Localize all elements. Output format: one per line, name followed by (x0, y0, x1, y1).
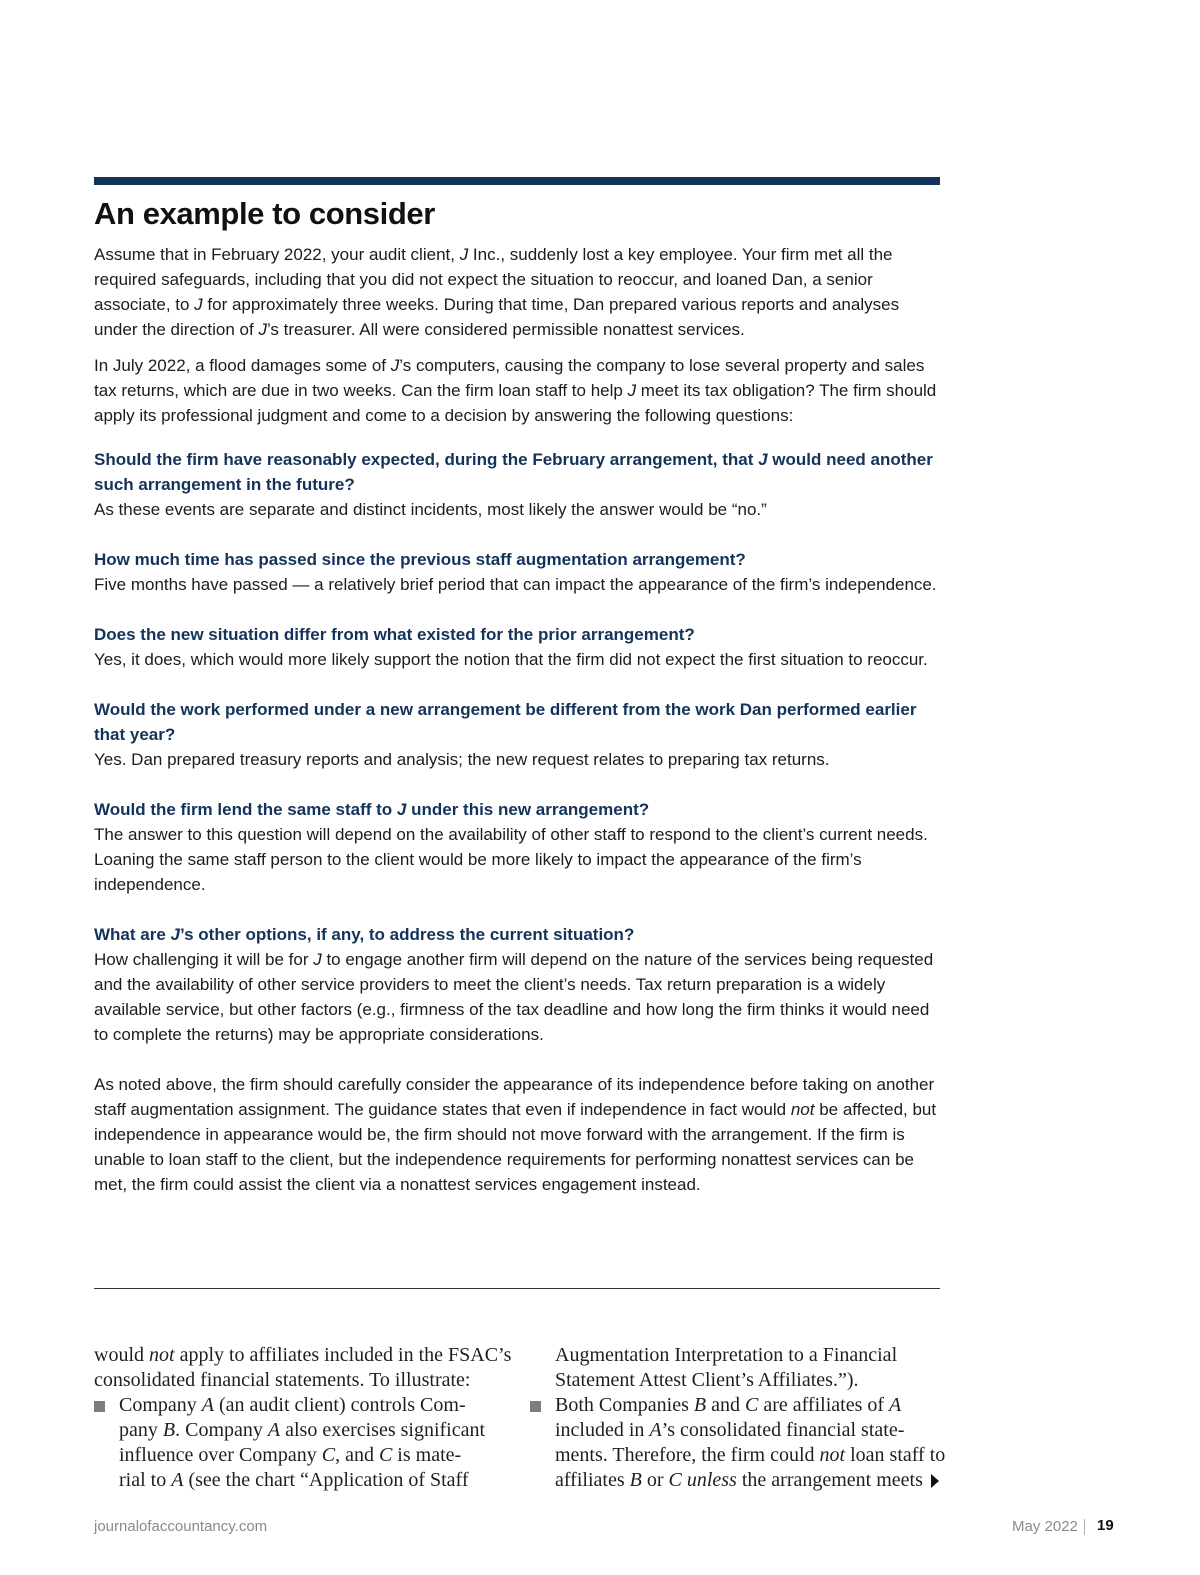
footer-issue-date: May 2022 (1012, 1518, 1078, 1535)
square-bullet-icon (530, 1401, 541, 1412)
body-line: ments. Therefore, the firm could not loan staff to (555, 1444, 946, 1466)
body-line: Augmentation Interpretation to a Financial (555, 1344, 898, 1366)
continue-arrow-icon (931, 1474, 939, 1488)
answer-2: Five months have passed — a relatively brief period that can impact the appearance of the firm’s independence. (94, 575, 937, 594)
body-line: pany B. Company A also exercises significant (119, 1419, 486, 1441)
question-6: What are J’s other options, if any, to address the current situation? (94, 925, 635, 944)
square-bullet-icon (94, 1401, 105, 1412)
body-line: consolidated financial statements. To illustrate: (94, 1369, 471, 1391)
closing-paragraph: As noted above, the firm should carefully consider the appearance of its independence before taking on another staff augmentation assignment. The guidance states that even if independence in fact would not be affected, but independence in appearance would be, the firm should not move forward with the arrangement. If the firm is unable to loan staff to the client, but the independence requirements for performing nonattest services can be met, the firm could assist the client via a nonattest services engagement instead. (94, 1075, 937, 1194)
body-line: would not apply to affiliates included in the FSAC’s (94, 1344, 512, 1366)
sidebar-title: An example to consider (94, 196, 435, 231)
sidebar-top-rule (94, 177, 940, 185)
footer-website: journalofaccountancy.com (94, 1518, 268, 1535)
answer-6: How challenging it will be for J to engage another firm will depend on the nature of the services being requested and the availability of other service providers to meet the client’s needs. Tax return preparation is a widely available service, but other factors (e.g., firmness of the tax deadline and how long the firm thinks it would need to complete the returns) may be appropriate considerations. (94, 950, 934, 1044)
question-3: Does the new situation differ from what existed for the prior arrangement? (94, 625, 695, 644)
body-line: affiliates B or C unless the arrangement meets (555, 1469, 923, 1491)
page-number: 19 (1097, 1517, 1114, 1534)
footer-divider (1084, 1519, 1085, 1535)
answer-4: Yes. Dan prepared treasury reports and analysis; the new request relates to preparing tax returns. (94, 750, 830, 769)
body-line: Statement Attest Client’s Affiliates.”). (555, 1369, 859, 1391)
bullet-item: Company A (an audit client) controls Com- (94, 1393, 514, 1418)
body-line: rial to A (see the chart “Application of Staff (119, 1469, 469, 1491)
body-column-left (94, 1343, 514, 1493)
question-1: Should the firm have reasonably expected, during the February arrangement, that J would need another such arrangement in the future? (94, 450, 933, 494)
question-2: How much time has passed since the previous staff augmentation arrangement? (94, 550, 746, 569)
answer-3: Yes, it does, which would more likely support the notion that the firm did not expect the first situation to reoccur. (94, 650, 928, 669)
question-4: Would the work performed under a new arrangement be different from the work Dan performed earlier that year? (94, 700, 917, 744)
intro-paragraph: Assume that in February 2022, your audit client, J Inc., suddenly lost a key employee. Your firm met all the required safeguards, including that you did not expect the situation to reoccur, and loaned Dan, a senior associate, to J for approximately three weeks. During that time, Dan prepared various reports and analyses under the direction of J’s treasurer. All were considered permissible nonattest services. (94, 245, 900, 339)
example-sidebar (94, 195, 940, 1197)
body-column-right (530, 1343, 946, 1493)
body-line: included in A’s consolidated financial state- (555, 1419, 905, 1441)
answer-5: The answer to this question will depend on the availability of other staff to respond to the client’s current needs. Loaning the same staff person to the client would be more likely to impact the appearance of the firm’s independence. (94, 825, 928, 894)
answer-1: As these events are separate and distinct incidents, most likely the answer would be “no.” (94, 500, 767, 519)
scenario-paragraph: In July 2022, a flood damages some of J’s computers, causing the company to lose several property and sales tax returns, which are due in two weeks. Can the firm loan staff to help J meet its tax obligation? The firm should apply its professional judgment and come to a decision by answering the following questions: (94, 356, 937, 425)
body-line: influence over Company C, and C is mate- (119, 1444, 462, 1466)
question-5: Would the firm lend the same staff to J under this new arrangement? (94, 800, 650, 819)
bullet-item: Both Companies B and C are affiliates of A (530, 1393, 930, 1418)
sidebar-bottom-rule (94, 1288, 940, 1289)
